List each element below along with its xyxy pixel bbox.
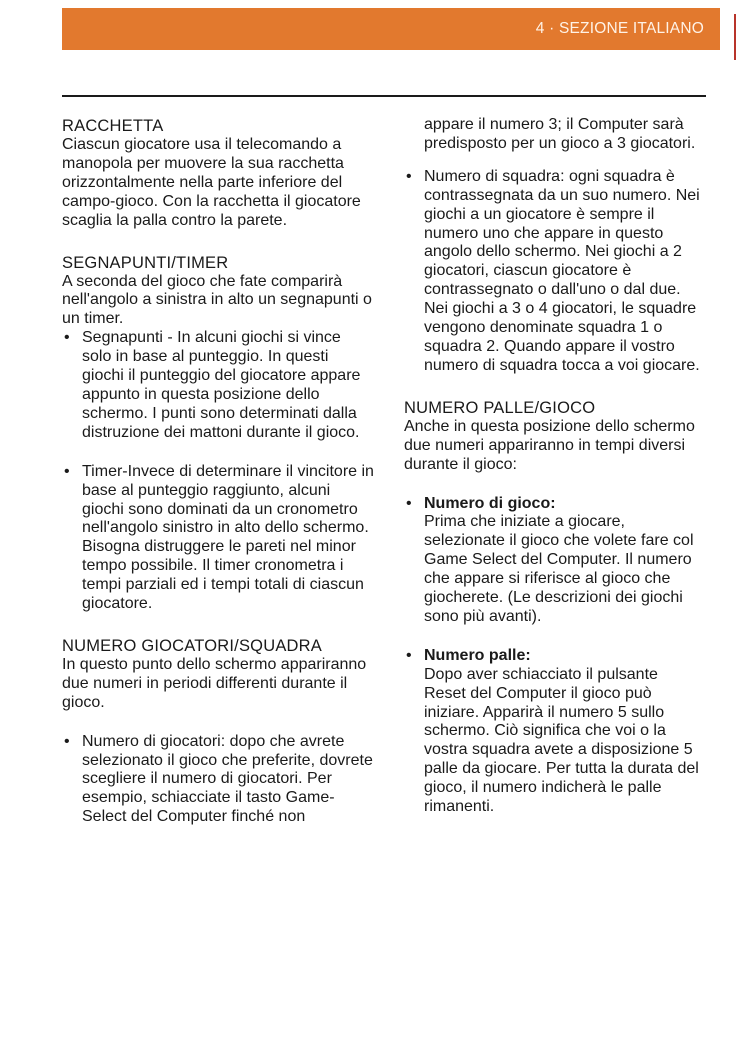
section-header-band <box>62 8 720 50</box>
segnapunti-bullet-text: Segnapunti - In alcuni giochi si vince solo in base al punteggio. In questi giochi il punteggio del giocatore appare appunto in questa posizione dello schermo. I punti sono determinati dalla distruzione dei mattoni durante il gioco. <box>82 329 361 441</box>
bullet-icon: • <box>64 329 70 347</box>
giocatori-bullet-text: Numero di giocatori: dopo che avrete selezionato il gioco che preferite, dovrete scegliere il numero di giocatori. Per esempio, schiacciate il tasto Game-Select del Computer finché non <box>82 732 373 826</box>
bullet-icon: • <box>64 732 70 750</box>
numero-palle-heading: Numero palle: <box>424 646 531 664</box>
list-item <box>62 329 374 442</box>
timer-bullet-text: Timer-Invece di determinare il vincitore in base al punteggio raggiunto, alcuni giochi sono dominati da un cronometro nell'angolo sinistro in alto dello schermo. Bisogna distruggere le pareti nel minor tempo possibile. Il timer cronometra i tempi parziali ed i tempi totali di ciascun giocatore. <box>82 462 374 613</box>
bullet-icon: • <box>406 646 412 664</box>
bullet-icon: • <box>64 462 70 480</box>
header-rule <box>62 95 706 97</box>
racchetta-body: Ciascun giocatore usa il telecomando a manopola per muovere la sua racchetta orizzontalmente nella parte inferiore del campo-gioco. Con la racchetta il giocatore scaglia la palla contro la parete. <box>62 136 361 229</box>
numero-gioco-heading: Numero di gioco: <box>424 494 556 512</box>
segnapunti-body: A seconda del gioco che fate comparirà nell'angolo a sinistra in alto un segnapunti o un timer. <box>62 272 372 328</box>
bullet-icon: • <box>406 494 412 512</box>
section-label: 4 · SEZIONE ITALIANO <box>535 20 704 37</box>
palle-title: NUMERO PALLE/GIOCO <box>404 398 596 417</box>
page-edge-mark <box>734 14 736 60</box>
palle-body: Anche in questa posizione dello schermo due numeri appariranno in tempi diversi durante il gioco: <box>404 417 695 473</box>
list-item <box>62 463 374 614</box>
list-item <box>404 495 704 627</box>
segnapunti-title: SEGNAPUNTI/TIMER <box>62 253 229 272</box>
left-column <box>62 116 374 827</box>
giocatori-title: NUMERO GIOCATORI/SQUADRA <box>62 636 322 655</box>
squadra-bullet-text: Numero di squadra: ogni squadra è contrassegnata da un suo numero. Nei giochi a un giocatore è sempre il numero uno che appare in questo angolo dello schermo. Nei giochi a 2 giocatori, ciascun giocatore è contrassegnato o dall'uno o dal due. Nei giochi a 3 o 4 giocatori, le squadre vengono denominate squadra 1 o squadra 2. Quando appare il vostro numero di squadra tocca a voi giocare. <box>424 167 700 374</box>
numero-palle-text: Dopo aver schiacciato il pulsante Reset del Computer il gioco può iniziare. Apparirà il numero 5 sullo schermo. Ciò significa che voi o la vostra squadra avete a disposizione 5 palle da giocare. Per tutta la durata del gioco, il numero indicherà le palle rimanenti. <box>424 665 699 816</box>
list-item <box>404 647 704 817</box>
list-item <box>62 733 374 828</box>
right-column <box>404 116 704 817</box>
bullet-icon: • <box>406 167 412 185</box>
giocatori-body: In questo punto dello schermo appariranno due numeri in periodi differenti durante il gioco. <box>62 655 367 711</box>
list-item <box>404 168 704 376</box>
numero-gioco-text: Prima che iniziate a giocare, selezionate il gioco che volete fare col Game Select del Computer. Il numero che appare si riferisce al gioco che giocherete. (Le descrizioni dei giochi sono più avanti). <box>424 513 694 625</box>
continuation-text: appare il numero 3; il Computer sarà predisposto per un gioco a 3 giocatori. <box>424 116 696 152</box>
racchetta-title: RACCHETTA <box>62 117 164 135</box>
